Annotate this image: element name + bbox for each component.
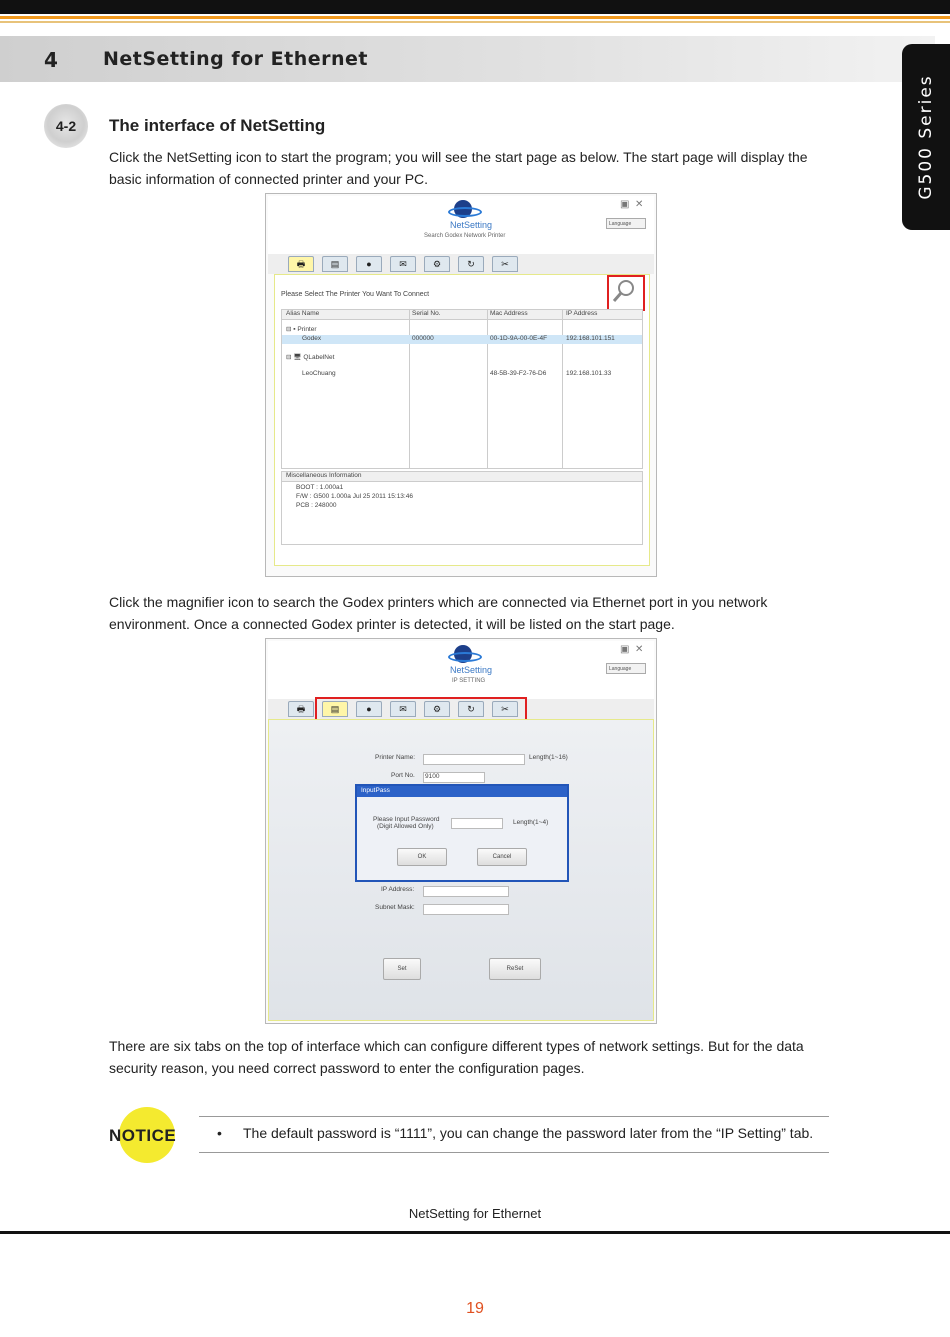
series-label: G500 Series (916, 74, 936, 200)
dialog-prompt: Please Input Password (373, 816, 440, 823)
port-stepper[interactable] (423, 772, 485, 783)
restore-icon[interactable]: ▣ (620, 644, 630, 655)
misc-info-panel (281, 471, 643, 545)
setting-tab-icon[interactable]: ▤ (322, 701, 348, 717)
ip-label: IP Address: (381, 886, 415, 893)
gears-tab-icon[interactable]: ⚙ (424, 256, 450, 272)
magnifier-icon (609, 277, 639, 305)
top-stripe (0, 16, 950, 19)
tab-bar (268, 254, 654, 274)
tools-tab-icon[interactable]: ✂ (492, 701, 518, 717)
col-alias: Alias Name (286, 310, 320, 317)
notice-label: NOTICE (109, 1126, 177, 1145)
series-side-tab (902, 44, 950, 230)
close-icon[interactable]: ✕ (635, 199, 644, 210)
misc-title: Miscellaneous Information (286, 472, 362, 479)
restore-icon[interactable]: ▣ (620, 199, 630, 210)
footer-title: NetSetting for Ethernet (408, 1206, 542, 1221)
apple-tab-icon[interactable]: ● (356, 701, 382, 717)
refresh-tab-icon[interactable]: ↻ (458, 701, 484, 717)
notice-text: The default password is “1111”, you can change the password later from the “IP Setting” tab. (243, 1125, 814, 1141)
notice-rule-top (199, 1116, 829, 1117)
col-ip: IP Address (566, 310, 598, 317)
section-number: 4-2 (55, 118, 77, 134)
row-ip: 192.168.101.33 (566, 370, 612, 377)
col-serial: Serial No. (412, 310, 441, 317)
misc-pcb: PCB : 248000 (296, 502, 337, 509)
misc-boot: BOOT : 1.000a1 (296, 484, 344, 491)
app-subtitle: IP SETTING (452, 678, 486, 684)
app-subtitle: Search Godex Network Printer (424, 233, 506, 239)
section-title: The interface of NetSetting (109, 116, 326, 135)
notice-rule-bottom (199, 1152, 829, 1153)
row-alias: Godex (302, 335, 322, 342)
gears-tab-icon[interactable]: ⚙ (424, 701, 450, 717)
ip-setting-panel (268, 719, 654, 1021)
row-alias: LeoChuang (302, 370, 336, 377)
tabs-paragraph: There are six tabs on the top of interface which can configure different types of network settings. But for the data security reason, you need correct password to enter the configuration pages. (109, 1038, 804, 1076)
top-stripe-thin (0, 21, 950, 23)
misc-fw: F/W : G500 1.000a Jul 25 2011 15:13:46 (296, 493, 413, 500)
printer-table (281, 309, 643, 469)
printer-name-label: Printer Name: (375, 754, 416, 761)
notice-bullet: • (217, 1125, 222, 1141)
intro-paragraph: Click the NetSetting icon to start the program; you will see the start page as below. The start page will display the basic information of connected printer and your PC. (109, 149, 808, 187)
search-paragraph: Click the magnifier icon to search the Godex printers which are connected via Ethernet port in you network environment. Once a connected Godex printer is detected, it will be listed on the start page. (109, 594, 768, 632)
chapter-title: NetSetting for Ethernet (103, 48, 369, 70)
setting-tab-icon[interactable]: ▤ (322, 256, 348, 272)
printer-name-input[interactable] (423, 754, 525, 765)
main-panel (274, 274, 650, 566)
row-ip: 192.168.101.151 (566, 335, 615, 342)
app-header (268, 641, 654, 700)
col-mac: Mac Address (490, 310, 528, 317)
apple-tab-icon[interactable]: ● (356, 256, 382, 272)
row-mac: 00-1D-9A-00-0E-4F (490, 335, 548, 342)
printer-tab-icon[interactable]: 🖶 (288, 701, 314, 717)
top-bar (0, 0, 950, 14)
tree-node-printer[interactable]: ⊟ ▪ Printer (286, 326, 317, 333)
screenshot-start-page (265, 193, 657, 577)
password-length: Length(1~4) (513, 819, 549, 826)
language-select[interactable]: Language (606, 218, 646, 229)
set-button[interactable]: Set (383, 958, 421, 980)
mask-label: Subnet Mask: (375, 904, 415, 911)
tools-tab-icon[interactable]: ✂ (492, 256, 518, 272)
row-serial: 000000 (412, 335, 434, 342)
close-icon[interactable]: ✕ (635, 644, 644, 655)
tree-node-pc[interactable]: ⊟ 🖥 QLabelNet (286, 354, 335, 361)
row-mac: 48-5B-39-F2-76-D6 (490, 370, 547, 377)
app-name: NetSetting (450, 665, 493, 675)
ip-input[interactable] (423, 886, 509, 897)
page-number: 19 (466, 1300, 484, 1317)
language-select[interactable]: Language (606, 663, 646, 674)
search-button[interactable] (607, 275, 645, 311)
printer-tab-icon[interactable]: 🖶 (288, 256, 314, 272)
select-prompt: Please Select The Printer You Want To Connect (281, 291, 430, 298)
port-value: 9100 (425, 773, 440, 780)
mail-tab-icon[interactable]: ✉ (390, 701, 416, 717)
reset-button[interactable]: ReSet (489, 958, 541, 980)
password-dialog (355, 784, 569, 882)
app-name: NetSetting (450, 220, 493, 230)
chapter-number: 4 (44, 48, 58, 72)
mail-tab-icon[interactable]: ✉ (390, 256, 416, 272)
port-label: Port No. (391, 772, 415, 779)
subnet-mask-input[interactable] (423, 904, 509, 915)
dialog-title: InputPass (361, 787, 390, 794)
printer-name-length: Length(1~16) (529, 754, 568, 761)
section-badge (44, 104, 88, 148)
refresh-tab-icon[interactable]: ↻ (458, 256, 484, 272)
dialog-prompt-hint: (Digit Allowed Only) (377, 823, 434, 830)
app-header (268, 196, 654, 255)
password-input[interactable] (451, 818, 503, 829)
screenshot-password-dialog (265, 638, 657, 1024)
cancel-button[interactable]: Cancel (477, 848, 527, 866)
tab-bar (268, 699, 654, 719)
ok-button[interactable]: OK (397, 848, 447, 866)
footer-rule (0, 1231, 950, 1234)
